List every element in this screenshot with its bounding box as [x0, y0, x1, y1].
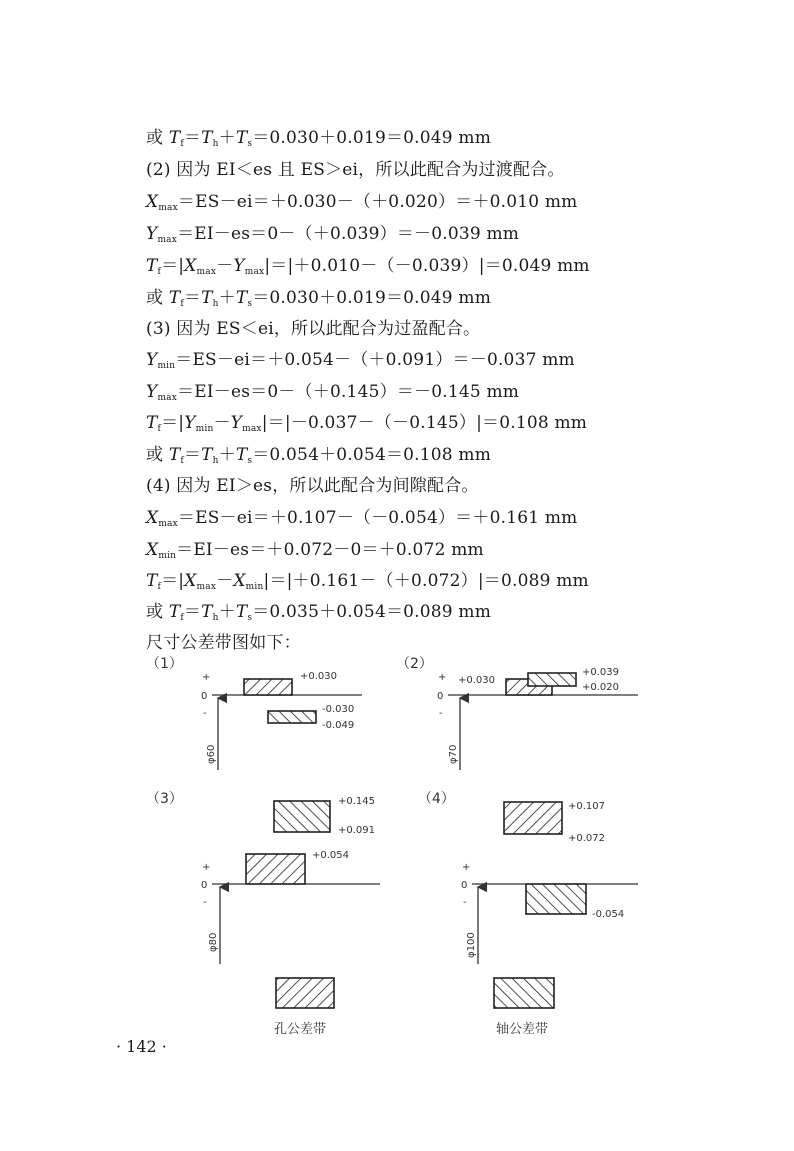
- text-line-15: $T_f=|X_{max}-X_{min}|=|+0.161-(+0.072)|=0.089$ mm: [146, 571, 589, 592]
- diagram-4-shaft-zone: [526, 884, 586, 914]
- text-line-10: $T_f=|Y_{min}-Y_{max}|=|-0.037-(-0.145)|=0.108$ mm: [146, 413, 588, 434]
- text-line-11: 或 $T_f=T_h+T_s=0.054+0.054=0.108$ mm: [146, 445, 492, 466]
- diagram-2-shaft-lower: +0.020: [582, 682, 620, 693]
- diagram-4-hole-lower: +0.072: [568, 833, 606, 844]
- diagram-4-hole-upper: +0.107: [568, 801, 606, 812]
- diagram-4-size: φ100: [466, 932, 477, 958]
- text-line-3: $X_{max}=ES-ei=+0.030-(+0.020)=+0.010$ mm: [146, 192, 578, 213]
- text-line-2: (2) 因为 EI＜es 且 ES＞ei，所以此配合为过渡配合。: [146, 160, 565, 180]
- diagram-3-shaft-zone: [274, 801, 330, 832]
- text-line-7: (3) 因为 ES＜ei，所以此配合为过盈配合。: [146, 319, 481, 339]
- diagram-1-minus: -: [203, 708, 207, 719]
- diagram-2-plus: +: [438, 672, 447, 683]
- text-line-4: $Y_{max}=EI-es=0-(+0.039)=-0.039$ mm: [146, 224, 520, 245]
- diagram-1: [146, 656, 362, 770]
- diagram-4-shaft-lower: -0.054: [592, 909, 625, 920]
- diagram-2-minus: -: [439, 708, 443, 719]
- text-line-9: $Y_{max}=EI-es=0-(+0.145)=-0.145$ mm: [146, 382, 520, 403]
- diagram-3-zero: 0: [201, 880, 208, 891]
- page-number: · 142 ·: [116, 1037, 167, 1056]
- legend-shaft-label: 轴公差带: [496, 1022, 549, 1037]
- diagram-1-size: φ60: [206, 744, 217, 764]
- diagram-3-plus: +: [202, 862, 211, 873]
- diagram-2-size: φ70: [448, 744, 459, 764]
- text-line-17: 尺寸公差带图如下：: [146, 633, 301, 653]
- text-line-5: $T_f=|X_{max}-Y_{max}|=|+0.010-(-0.039)|=0.049$ mm: [146, 256, 590, 277]
- legend-shaft-swatch: [494, 978, 554, 1008]
- diagram-3-hole-zone: [246, 854, 305, 884]
- tolerance-zone-figure: [140, 652, 660, 1037]
- text-line-8: $Y_{min}=ES-ei=+0.054-(+0.091)=-0.037$ mm: [146, 350, 575, 371]
- text-line-6: 或 $T_f=T_h+T_s=0.030+0.019=0.049$ mm: [146, 288, 492, 309]
- diagram-3-shaft-upper: +0.145: [338, 796, 376, 807]
- diagram-3-shaft-lower: +0.091: [338, 825, 376, 836]
- diagram-3-size: φ80: [208, 932, 219, 952]
- legend: [274, 978, 554, 1037]
- diagram-3-label: （3）: [146, 791, 183, 807]
- diagram-1-hole-upper: +0.030: [300, 671, 338, 682]
- legend-hole-swatch: [276, 978, 334, 1008]
- diagram-1-shaft-upper: -0.030: [322, 704, 355, 715]
- diagram-1-hole-zone: [244, 679, 292, 695]
- diagram-3-hole-upper: +0.054: [312, 850, 350, 861]
- diagram-2-label: （2）: [396, 656, 433, 672]
- diagram-4-hole-zone: [504, 802, 562, 834]
- diagram-3: [146, 791, 380, 964]
- text-line-16: 或 $T_f=T_h+T_s=0.035+0.054=0.089$ mm: [146, 602, 492, 623]
- text-line-1: 或 $T_f=T_h+T_s=0.030+0.019=0.049$ mm: [146, 128, 492, 149]
- diagram-4-zero: 0: [461, 880, 468, 891]
- diagram-2-shaft-upper: +0.039: [582, 667, 620, 678]
- diagram-4: [418, 791, 638, 964]
- text-line-12: (4) 因为 EI＞es，所以此配合为间隙配合。: [146, 476, 479, 496]
- diagram-1-shaft-zone: [268, 711, 316, 723]
- text-line-14: $X_{min}=EI-es=+0.072-0=+0.072$ mm: [146, 540, 484, 561]
- diagram-2-shaft-zone: [528, 673, 576, 686]
- text-line-13: $X_{max}=ES-ei=+0.107-(-0.054)=+0.161$ mm: [146, 508, 578, 529]
- legend-hole-label: 孔公差带: [274, 1022, 327, 1037]
- diagram-2-hole-upper: +0.030: [458, 675, 496, 686]
- diagram-2-zero: 0: [437, 691, 444, 702]
- diagram-1-label: （1）: [146, 656, 183, 672]
- diagram-1-zero: 0: [201, 691, 208, 702]
- diagram-2: [396, 656, 638, 770]
- diagram-4-label: （4）: [418, 791, 455, 807]
- diagram-4-plus: +: [462, 862, 471, 873]
- diagram-1-plus: +: [202, 672, 211, 683]
- diagram-3-minus: -: [203, 897, 207, 908]
- diagram-4-minus: -: [463, 897, 467, 908]
- diagram-1-shaft-lower: -0.049: [322, 720, 355, 731]
